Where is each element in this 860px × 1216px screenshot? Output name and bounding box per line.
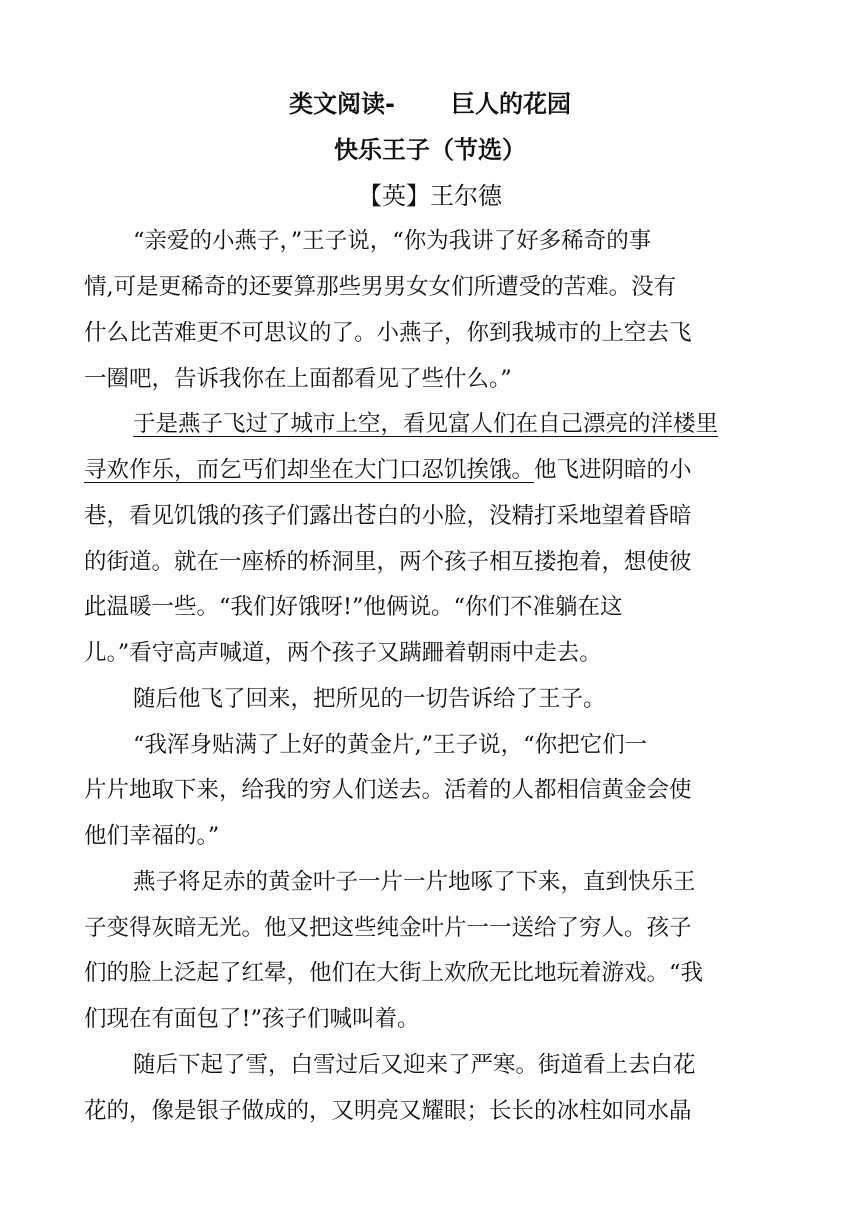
paragraph-2-line-5: 此温暖一些。“我们好饿呀!”他俩说。“你们不准躺在这 [84, 594, 623, 620]
paragraph-2-line-2 [84, 454, 784, 486]
paragraph-2-line-3: 巷，看见饥饿的孩子们露出苍白的小脸，没精打采地望着昏暗 [84, 503, 692, 529]
paragraph-6-line-2: 花的，像是银子做成的，又明亮又耀眼；长长的冰柱如同水晶 [84, 1098, 692, 1124]
paragraph-1-line-3: 什么比苦难更不可思议的了。小燕子，你到我城市的上空去飞 [84, 320, 692, 346]
title-part-1: 类文阅读- [289, 90, 395, 118]
paragraph-1-line-1: “亲爱的小燕子，”王子说，“你为我讲了好多稀奇的事 [133, 228, 652, 254]
underlined-sentence-part-2: 寻欢作乐，而乞丐们却坐在大门口忍饥挨饿。 [84, 457, 535, 483]
paragraph-4-line-3: 他们幸福的。” [84, 823, 220, 849]
paragraph-2-line-2-rest: 他飞进阴暗的小 [534, 457, 692, 483]
paragraph-1-line-4: 一圈吧，告诉我你在上面都看见了些什么。” [84, 366, 512, 392]
paragraph-2-line-6: 儿。”看守高声喊道，两个孩子又蹒跚着朝雨中走去。 [84, 640, 602, 666]
underlined-sentence-part-1: 于是燕子飞过了城市上空，看见富人们在自己漂亮的洋楼里 [133, 411, 719, 437]
article-title: 快乐王子（节选） [334, 136, 526, 164]
title-part-2: 巨人的花园 [450, 90, 571, 118]
paragraph-5-line-1: 燕子将足赤的黄金叶子一片一片地啄了下来，直到快乐王 [133, 869, 696, 895]
paragraph-3-line-1: 随后他飞了回来，把所见的一切告诉给了王子。 [133, 686, 606, 712]
paragraph-2-line-1 [133, 408, 784, 440]
paragraph-5-line-2: 子变得灰暗无光。他又把这些纯金叶片一一送给了穷人。孩子 [84, 915, 692, 941]
author-line: 【英】王尔德 [358, 182, 502, 210]
paragraph-5-line-4: 们现在有面包了!”孩子们喊叫着。 [84, 1006, 420, 1032]
paragraph-1-line-2: 情,可是更稀奇的还要算那些男男女女们所遭受的苦难。没有 [84, 274, 677, 300]
paragraph-2-line-4: 的街道。就在一座桥的桥洞里，两个孩子相互搂抱着，想使彼 [84, 549, 692, 575]
paragraph-5-line-3: 们的脸上泛起了红晕，他们在大街上欢欣无比地玩着游戏。“我 [84, 960, 704, 986]
paragraph-4-line-1: “我浑身贴满了上好的黄金片,”王子说，“你把它们一 [133, 732, 648, 758]
paragraph-6-line-1: 随后下起了雪，白雪过后又迎来了严寒。街道看上去白花 [133, 1052, 696, 1078]
document-title [0, 88, 860, 120]
paragraph-4-line-2: 片片地取下来，给我的穷人们送去。活着的人都相信黄金会使 [84, 777, 692, 803]
